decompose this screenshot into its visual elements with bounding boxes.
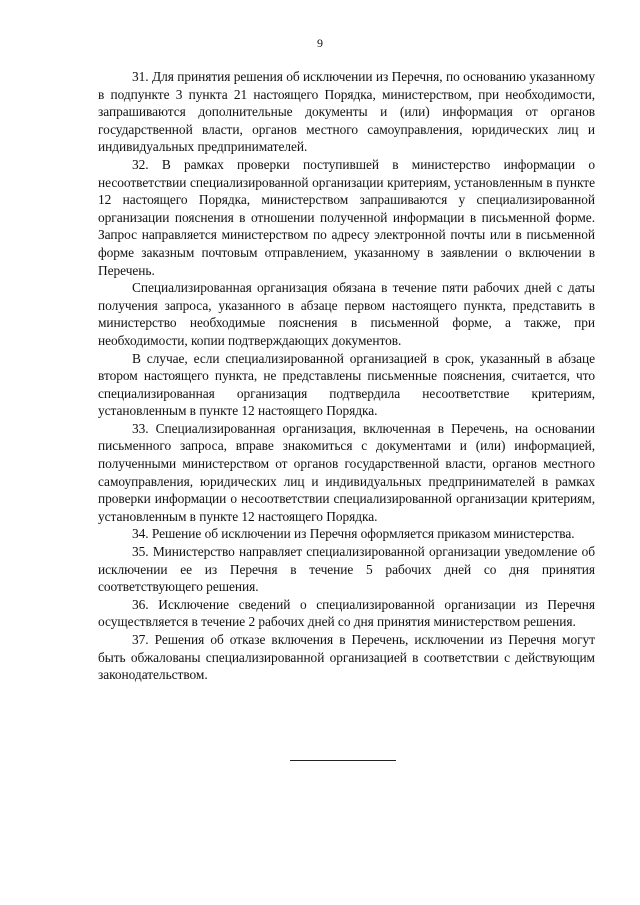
paragraph-36: 36. Исключение сведений о специализированной организации из Перечня осуществляется в течение 2 рабочих дней со дня принятия министерством решения. (98, 596, 595, 630)
paragraph-32: 32. В рамках проверки поступившей в министерство информации о несоответствии специализированной организации критериям, установленным в пункте 12 настоящего Порядка, министерством запрашиваются у специализированной организации пояснения в отношении полученной информации в письменной форме. Запрос направляется министерством по адресу электронной почты или в письменной форме заказным почтовым отправлением, указанному в заявлении о включении в Перечень. (98, 156, 595, 278)
paragraph-32-part-2: Специализированная организация обязана в течение пяти рабочих дней с даты получения запроса, указанного в абзаце первом настоящего пункта, представить в министерство необходимые пояснения в письменной форме, а также, при необходимости, копии подтверждающих документов. (98, 280, 595, 348)
document-body (98, 68, 595, 684)
paragraph-35: 35. Министерство направляет специализированной организации уведомление об исключении ее из Перечня в течение 5 рабочих дней со дня принятия соответствующего решения. (98, 544, 595, 595)
paragraph-31: 31. Для принятия решения об исключении из Перечня, по основанию указанному в подпункте 3 пункта 21 настоящего Порядка, министерством, при необходимости, запрашиваются дополнительные документы и (или) информация от органов государственной власти, органов местного самоуправления, юридических лиц и индивидуальных предпринимателей. (98, 69, 595, 155)
paragraph-34: 34. Решение об исключении из Перечня оформляется приказом министерства. (132, 526, 575, 542)
paragraph-32-part-3: В случае, если специализированной организацией в срок, указанный в абзаце втором настоящего пункта, не представлены письменные пояснения, считается, что специализированная организация подтвердила несоответствие критериям, установленным в пункте 12 настоящего Порядка. (98, 350, 595, 419)
paragraph-33: 33. Специализированная организация, включенная в Перечень, на основании письменного запроса, вправе знакомиться с документами и (или) информацией, полученными министерством от органов государственной власти, органов местного самоуправления, юридических лиц и индивидуальных предпринимателей в рамках проверки информации о несоответствии специализированной организации критериям, установленным в пункте 12 настоящего Порядка. (98, 420, 595, 524)
end-of-document-rule (290, 760, 396, 761)
page-number: 9 (317, 36, 323, 50)
paragraph-37: 37. Решения об отказе включения в Перечень, исключении из Перечня могут быть обжалованы специализированной организацией в соответствии с действующим законодательством. (98, 632, 595, 683)
